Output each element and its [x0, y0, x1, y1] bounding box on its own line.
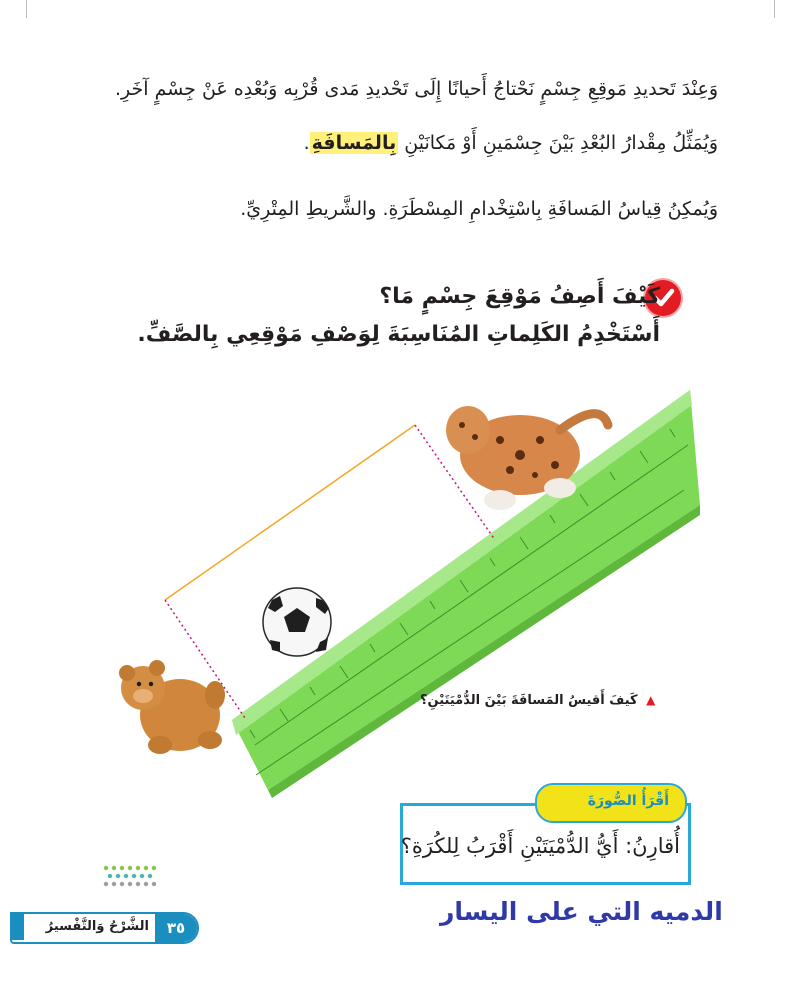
triangle-icon: ▲ — [646, 693, 656, 707]
body-line-2-text: وَيُمَثِّلُ مِقْدارُ البُعْدِ بَيْنَ جِسْمَينِ أَوْ مَكانَيْنِ — [404, 132, 718, 154]
ruler-toys-illustration — [0, 360, 800, 800]
body-line-3: وَيُمكِنُ قِياسُ المَسافَةِ بِاسْتِخْدامِ المِسْطَرَةِ. والشَّريطِ المِتْرِيِّ. — [240, 198, 718, 220]
answer-text: الدميه التي على اليسار — [440, 897, 723, 926]
body-line-2-end: . — [303, 132, 310, 154]
term-distance-highlight: بِالمَسافَةِ — [311, 132, 397, 154]
crop-mark-right — [774, 0, 775, 18]
question-title: كَيْفَ أَصِفُ مَوْقِعَ جِسْمٍ مَا؟ — [379, 284, 660, 309]
crop-mark-left — [26, 0, 27, 18]
question-instruction: أَسْتَخْدِمُ الكَلِماتِ المُنَاسِبَةَ لِوَصْفِ مَوْقِعِي بِالصَّفِّ. — [137, 322, 660, 347]
image-caption-text: كَيفَ أَقيسُ المَسافَةَ بَيْنَ الدُّمْيَتَيْنِ؟ — [420, 693, 638, 708]
image-caption — [420, 693, 655, 708]
read-image-tab — [535, 783, 687, 823]
soccer-ball — [263, 588, 331, 656]
body-line-2 — [60, 132, 718, 154]
ministry-logo — [100, 862, 162, 892]
footer-bar — [10, 912, 199, 944]
read-image-question: أُقارِنُ: أَيُّ الدُّمْيَتَيْنِ أَقْرَبُ لِلكُرَةِ؟ — [400, 834, 680, 858]
teddy-bear — [119, 660, 225, 754]
footer-edge — [10, 912, 24, 940]
page-number: ٣٥ — [155, 914, 197, 942]
read-image-tab-label: أَقْرَأُ الصُّورَةَ — [587, 793, 669, 809]
footer-section-label: الشَّرْحُ وَالتَّفْسيرُ — [45, 919, 149, 934]
body-line-1: وَعِنْدَ تَحديدِ مَوقِعِ جِسْمٍ نَحْتاجُ أَحيانًا إِلَى تَحْديدِ مَدى قُرْبِه وَبُعْدِه عَنْ جِسْمٍ آخَرِ. — [114, 78, 718, 100]
